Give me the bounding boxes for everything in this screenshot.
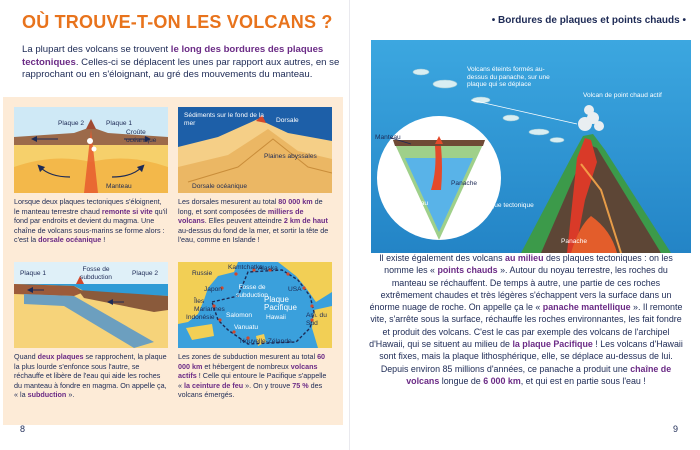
label-kamtchatka: Kamtchatka (228, 264, 263, 271)
label-japon: Japon (204, 286, 222, 293)
label-amerique-sud: Am. du Sud (306, 312, 327, 327)
label-plaines: Plaines abyssales (264, 153, 317, 160)
caption-divergence: Lorsque deux plaques tectoniques s'éloignent, le manteau terrestre chaud remonte si vite qu'il fond par endroits et devient du magma. Une chaîne de volcans sous-marins se forme alors : c'est la dorsale océanique ! (14, 197, 168, 244)
caption-dorsale: Les dorsales mesurent au total 80 000 km de long, et sont composées de milliers de volcans. Elles peuvent atteindre 2 km de haut au-dessus du fond de la mer, et sortir la tête de l'eau, comme en Islande ! (178, 197, 329, 244)
label-vanuatu: Vanuatu (234, 324, 259, 331)
label-fosse-subduction: Fosse de subduction (236, 284, 268, 299)
intro-paragraph: La plupart des volcans se trouvent le long des bordures des plaques tectoniques. Celles-ci se déplacent les unes par rapport aux autres, en se rapprochant ou en s'éloignant, au gré des mouvements du manteau. (22, 44, 340, 81)
label-plaque-tectonique: Plaque tectonique (481, 202, 534, 209)
label-russie: Russie (192, 270, 213, 277)
label-plaque-2: Plaque 2 (132, 270, 159, 277)
label-sediments: Sédiments sur le fond de la mer (184, 112, 264, 127)
label-panache: Panache (451, 180, 478, 187)
divergence-diagram (14, 107, 168, 193)
label-salomon: Salomon (226, 312, 253, 319)
caption-subduction: Quand deux plaques se rapprochent, la plaque la plus lourde s'enfonce sous l'autre, se réchauffe et libère de l'eau qui aide les roches du manteau à fondre en magma. On appelle ça, « la subduction ». (14, 352, 167, 399)
page-title: OÙ TROUVE-T-ON LES VOLCANS ? (22, 12, 333, 32)
label-fosse: Fosse de subduction (80, 266, 112, 281)
subduction-illustration (14, 262, 168, 348)
divergence-illustration (14, 107, 168, 193)
dorsale-illustration (178, 107, 332, 193)
page-number-right: 9 (672, 424, 678, 434)
label-dorsale-oceanique: Dorsale océanique (192, 183, 247, 190)
label-plaque-1: Plaque 1 (20, 270, 47, 277)
caption-ring-of-fire: Les zones de subduction mesurent au total 60 000 km et hébergent de nombreux volcans actifs ! Celle qui entoure le Pacifique s'appelle « la ceinture de feu ». On y trouve 75 % des volcans émergés. (178, 352, 327, 399)
section-title: • Bordures de plaques et points chauds • (491, 15, 686, 26)
label-volcans-eteints: Volcans éteints formés au-dessus du panache, sur une plaque qui se déplace (467, 66, 550, 88)
label-noyau: Noyau (409, 200, 429, 207)
label-plaque-1: Plaque 1 (106, 120, 133, 127)
page-number-left: 8 (20, 424, 26, 434)
label-manteau: Manteau (106, 183, 132, 190)
label-indonesie: Indonésie (186, 314, 215, 321)
ring-of-fire-map (178, 262, 332, 348)
label-volcan-actif: Volcan de point chaud actif (583, 92, 662, 99)
hotspot-paragraph: Il existe également des volcans au milieu des plaques tectoniques : on les nomme les « points chauds ». Autour du noyau terrestre, les roches du manteau se réchauffent. De temps à autre, une partie de ces roches extrêmement chaudes et très légères s'échappent vers la surface dans un énorme nuage de roche. On appelle ça le « panache mantellique ». Il remonte vite, s'arrête sous la surface, réchauffe les roches environnantes, les fait fondre et produit des volcans. C'est le cas par exemple des volcans de l'archipel d'Hawaii, qui se situent au milieu de la plaque Pacifique ! Les volcans d'Hawaii sont fixes, mais la plaque lithosphérique, elle, se déplace au-dessus de lui. Depuis environ 85 millions d'années, ce panache a produit une chaîne de volcans longue de 6 000 km, et qui est en partie sous l'eau ! (369, 253, 683, 386)
label-croute: Croûte océanique (126, 129, 157, 144)
label-usa: USA (288, 286, 302, 293)
label-mariannes: Îles Mariannes (194, 298, 225, 313)
label-panache-2: Panache (561, 238, 588, 245)
label-dorsale: Dorsale (276, 117, 299, 124)
hotspot-illustration (371, 40, 691, 253)
label-hawaii: Hawaii (266, 314, 286, 321)
label-plaque-2: Plaque 2 (58, 120, 85, 127)
label-manteau: Manteau (375, 134, 401, 141)
right-page (350, 0, 700, 450)
label-plaque-pacifique: Plaque Pacifique (264, 295, 297, 312)
label-nouvelle-zelande: Nouvelle-Zélande (240, 338, 292, 345)
label-alaska: Alaska (258, 265, 278, 272)
